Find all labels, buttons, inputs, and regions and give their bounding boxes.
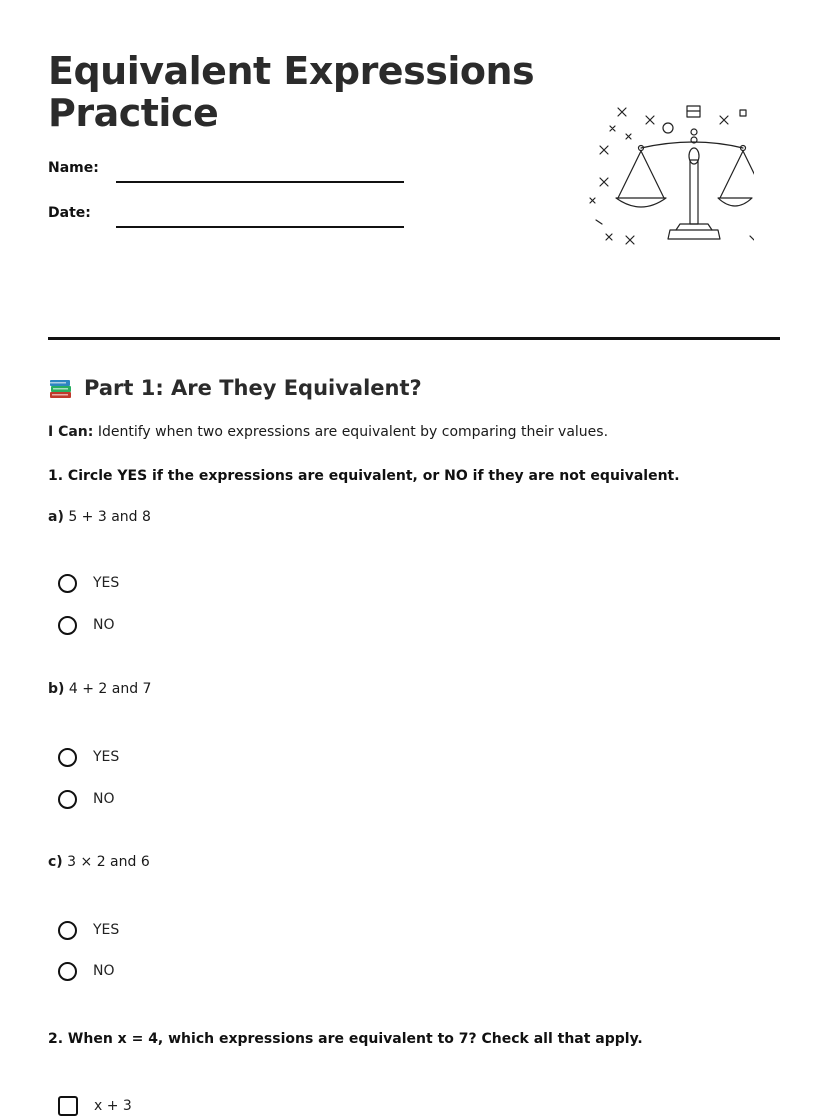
radio-button[interactable] [58, 962, 77, 981]
item-expression: 4 + 2 and 7 [68, 681, 152, 697]
books-icon [48, 375, 74, 401]
question-1c [48, 854, 150, 870]
date-field[interactable] [116, 226, 404, 228]
option-label: NO [93, 963, 115, 979]
item-letter: a) [48, 509, 64, 525]
question-1-prompt: 1. Circle YES if the expressions are equivalent, or NO if they are not equivalent. [48, 468, 680, 484]
worksheet-page [48, 0, 780, 1118]
option-label: NO [93, 617, 115, 633]
balance-scale-icon [534, 96, 754, 258]
option-1a-no[interactable] [58, 613, 115, 637]
page-title [48, 50, 534, 134]
checkbox[interactable] [58, 1096, 78, 1116]
radio-button[interactable] [58, 616, 77, 635]
title-line-2: Practice [48, 91, 219, 135]
option-label: x + 3 [94, 1098, 132, 1114]
question-1a [48, 509, 151, 525]
part-1-heading [48, 373, 422, 403]
section-divider [48, 337, 780, 340]
item-letter: c) [48, 854, 63, 870]
item-expression: 5 + 3 and 8 [68, 509, 151, 525]
option-1c-yes[interactable] [58, 918, 119, 942]
learning-objective [48, 424, 608, 440]
option-1a-yes[interactable] [58, 571, 119, 595]
name-field[interactable] [116, 181, 404, 183]
ican-text: Identify when two expressions are equivalent by comparing their values. [97, 424, 609, 440]
date-label: Date: [48, 205, 91, 221]
item-expression: 3 × 2 and 6 [67, 854, 150, 870]
option-2-x-plus-3[interactable] [58, 1094, 132, 1118]
radio-button[interactable] [58, 574, 77, 593]
question-1b [48, 681, 151, 697]
option-1b-no[interactable] [58, 787, 115, 811]
part-1-title: Part 1: Are They Equivalent? [84, 376, 422, 400]
option-label: YES [93, 922, 120, 938]
radio-button[interactable] [58, 790, 77, 809]
radio-button[interactable] [58, 921, 77, 940]
option-1c-no[interactable] [58, 959, 115, 983]
option-label: YES [93, 749, 120, 765]
radio-button[interactable] [58, 748, 77, 767]
name-label: Name: [48, 160, 99, 176]
ican-label: I Can: [48, 424, 94, 440]
item-letter: b) [48, 681, 65, 697]
option-label: NO [93, 791, 115, 807]
option-label: YES [93, 575, 120, 591]
option-1b-yes[interactable] [58, 745, 119, 769]
question-2-prompt: 2. When x = 4, which expressions are equivalent to 7? Check all that apply. [48, 1031, 643, 1047]
title-line-1: Equivalent Expressions [48, 49, 535, 93]
